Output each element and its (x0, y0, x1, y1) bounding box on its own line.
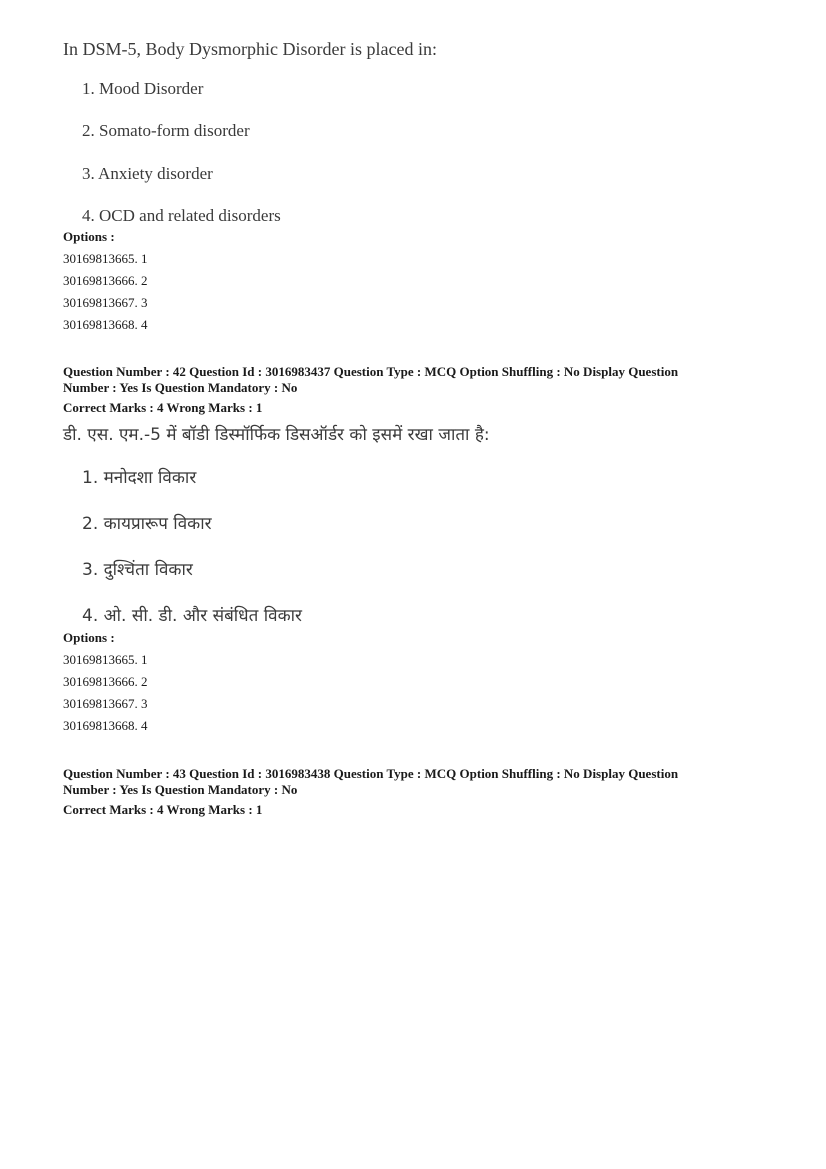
question-42-choice-4: 4. ओ. सी. डी. और संबंधित विकार (82, 606, 302, 626)
option-id: 30169813666. 2 (63, 674, 148, 689)
question-42-image (63, 424, 490, 446)
question-41-choice-4: 4. OCD and related disorders (82, 206, 281, 225)
options-label: Options : (63, 630, 115, 645)
question-42-stem: डी. एस. एम.-5 में बॉडी डिस्मॉर्फिक डिसऑर्डर को इसमें रखा जाता है: (63, 425, 490, 445)
marks-line: Correct Marks : 4 Wrong Marks : 1 (63, 400, 263, 415)
question-43-meta (63, 766, 768, 818)
question-42-choice-1: 1. मनोदशा विकार (82, 468, 197, 488)
question-meta-line: Number : Yes Is Question Mandatory : No (63, 380, 298, 395)
question-41-choice-1: 1. Mood Disorder (82, 79, 204, 98)
question-meta-line: Question Number : 43 Question Id : 3016983438 Question Type : MCQ Option Shuffling : No Display Question (63, 766, 679, 781)
option-id: 30169813668. 4 (63, 317, 148, 332)
option-id: 30169813667. 3 (63, 696, 148, 711)
option-id: 30169813665. 1 (63, 652, 148, 667)
question-41-stem: In DSM-5, Body Dysmorphic Disorder is placed in: (63, 39, 437, 59)
marks-line: Correct Marks : 4 Wrong Marks : 1 (63, 802, 263, 817)
question-41-choice-2: 2. Somato-form disorder (82, 121, 250, 140)
option-id: 30169813667. 3 (63, 295, 148, 310)
question-42-meta (63, 364, 768, 416)
question-meta-line: Question Number : 42 Question Id : 3016983437 Question Type : MCQ Option Shuffling : No Display Question (63, 364, 679, 379)
option-id: 30169813666. 2 (63, 273, 148, 288)
question-41-choice-3: 3. Anxiety disorder (82, 164, 213, 183)
question-41-image (63, 38, 437, 60)
question-42-choice-2: 2. कायप्रारूप विकार (82, 514, 212, 534)
question-meta-line: Number : Yes Is Question Mandatory : No (63, 782, 298, 797)
option-id: 30169813665. 1 (63, 251, 148, 266)
options-label: Options : (63, 229, 115, 244)
option-id: 30169813668. 4 (63, 718, 148, 733)
question-42-choice-3: 3. दुश्चिंता विकार (82, 560, 193, 580)
